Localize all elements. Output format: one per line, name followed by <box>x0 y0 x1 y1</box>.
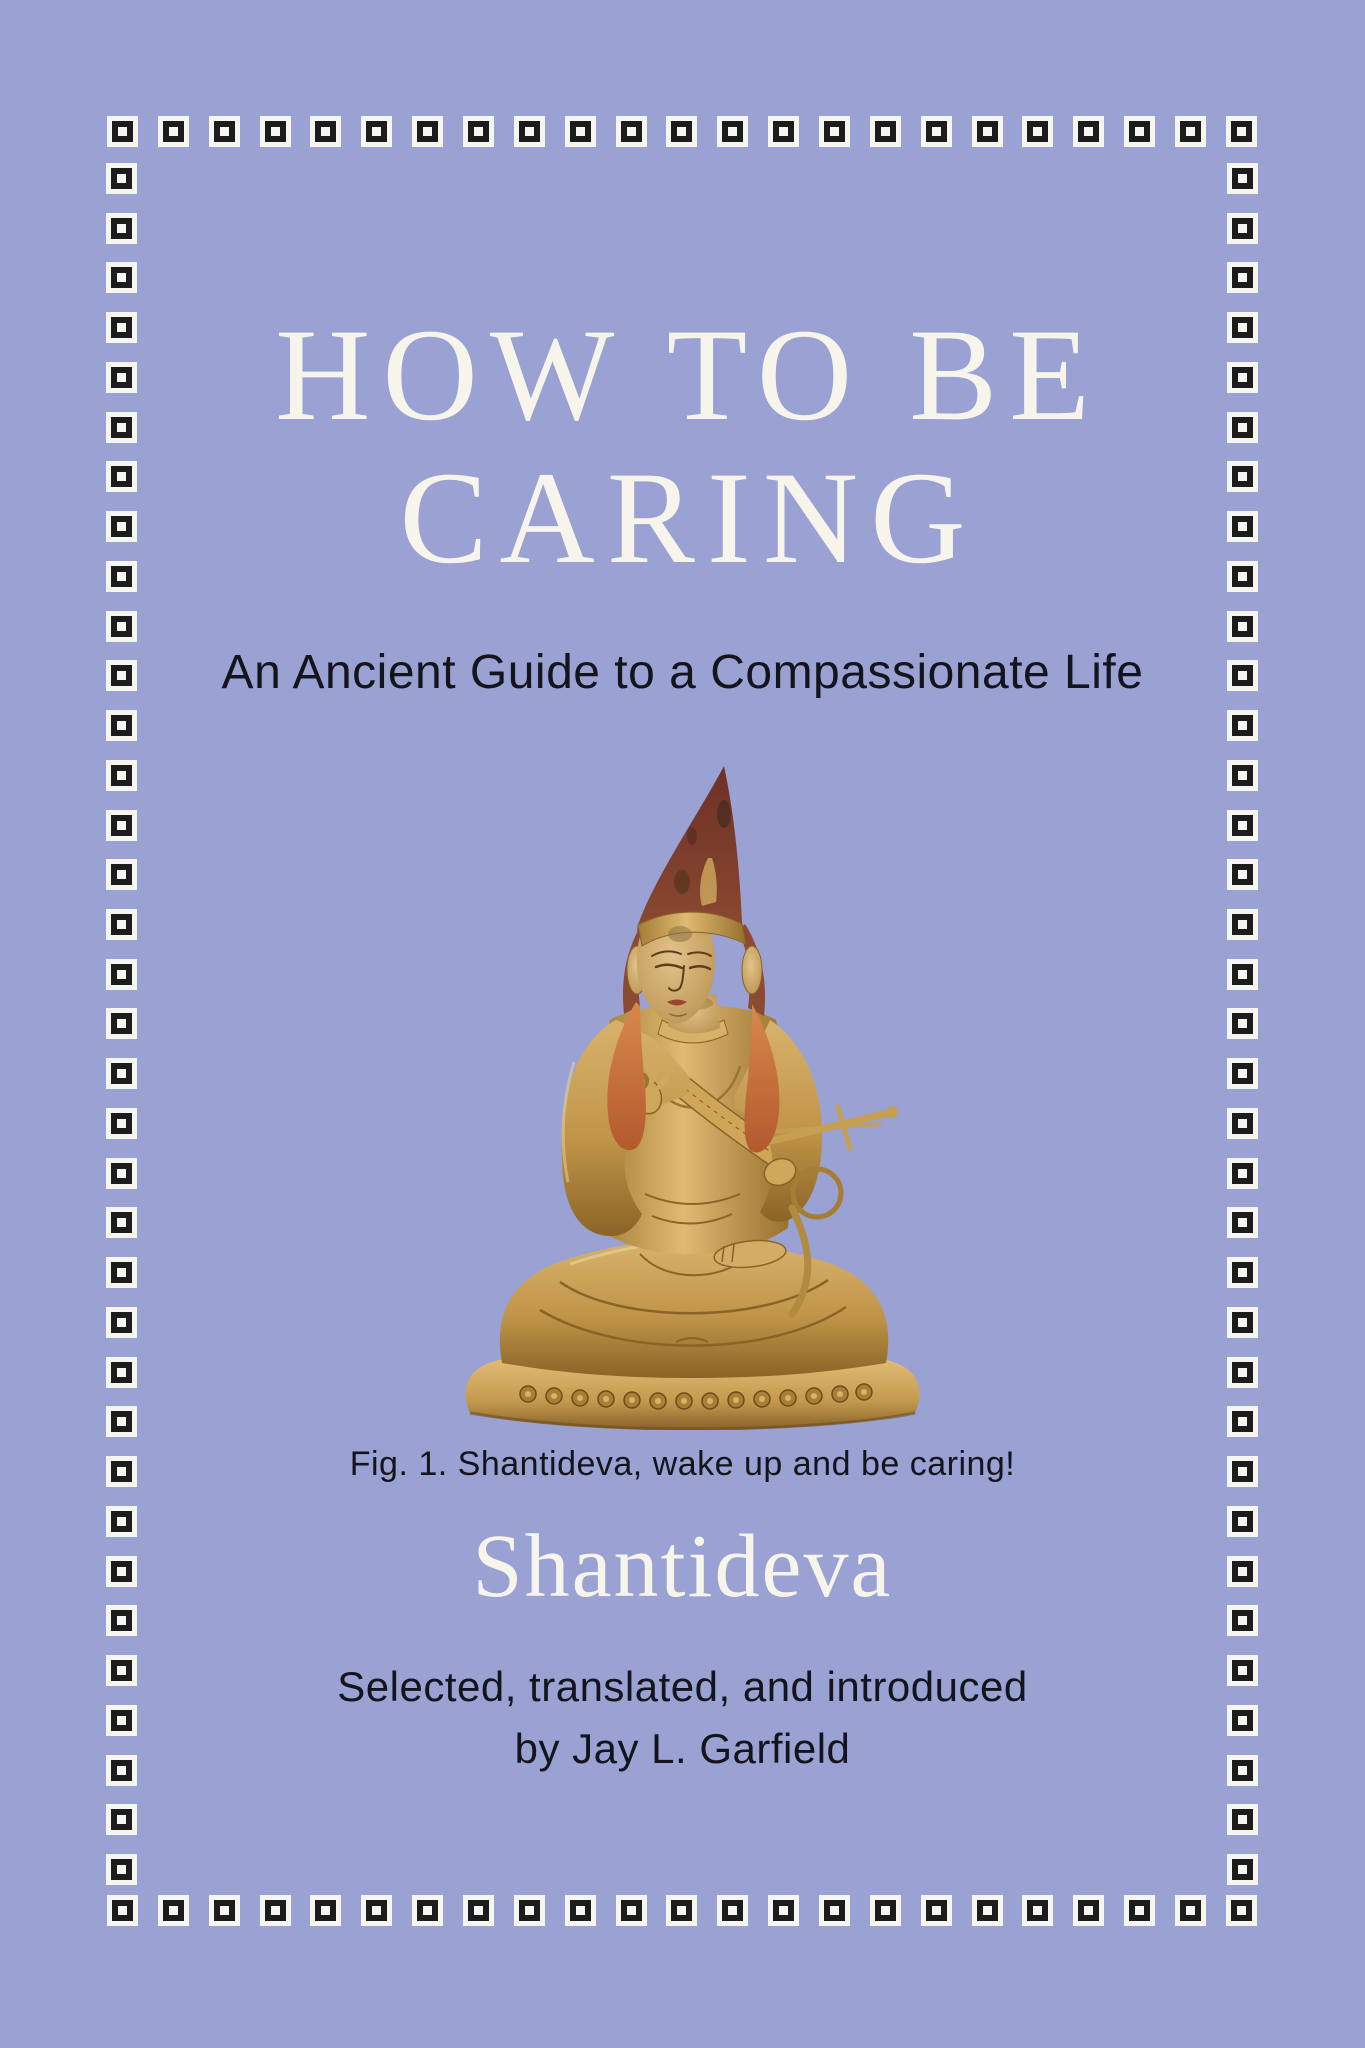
statue-lap <box>500 1240 888 1378</box>
border-ornament <box>926 1900 947 1921</box>
border-ornament <box>111 1113 132 1134</box>
border-ornament <box>1129 1900 1150 1921</box>
border-ornament <box>570 1900 591 1921</box>
border-ornament <box>111 616 132 637</box>
border-ornament <box>671 121 692 142</box>
statue-ear-right <box>742 946 762 994</box>
border-ornament <box>111 1411 132 1432</box>
border-ornament <box>214 121 235 142</box>
border-ornament <box>111 1013 132 1034</box>
border-ornament <box>570 121 591 142</box>
border-ornament <box>773 121 794 142</box>
border-ornament <box>1027 1900 1048 1921</box>
border-ornament <box>1232 1163 1253 1184</box>
border-ornament <box>1232 1063 1253 1084</box>
border-ornament <box>112 121 133 142</box>
border-ornament-row-top <box>112 121 1252 142</box>
border-ornament <box>1232 1312 1253 1333</box>
border-ornament <box>417 121 438 142</box>
border-ornament <box>1232 218 1253 239</box>
border-ornament <box>1078 1900 1099 1921</box>
border-ornament <box>111 168 132 189</box>
border-ornament <box>1232 964 1253 985</box>
figure-caption: Fig. 1. Shantideva, wake up and be caring! <box>349 1445 1016 1483</box>
border-ornament <box>315 1900 336 1921</box>
border-ornament <box>111 1809 132 1830</box>
border-ornament <box>671 1900 692 1921</box>
border-ornament <box>1180 1900 1201 1921</box>
border-ornament <box>875 121 896 142</box>
border-ornament <box>468 1900 489 1921</box>
book-title <box>0 303 1365 589</box>
border-ornament <box>1232 1809 1253 1830</box>
border-ornament-row-bottom <box>112 1900 1252 1921</box>
border-ornament <box>112 1900 133 1921</box>
border-ornament <box>111 964 132 985</box>
border-ornament <box>977 1900 998 1921</box>
border-ornament <box>1078 121 1099 142</box>
border-ornament <box>519 1900 540 1921</box>
border-ornament <box>163 121 184 142</box>
border-ornament <box>111 1262 132 1283</box>
border-ornament <box>722 1900 743 1921</box>
border-ornament <box>468 121 489 142</box>
border-ornament <box>621 121 642 142</box>
border-ornament <box>1232 815 1253 836</box>
border-ornament <box>1232 1212 1253 1233</box>
border-ornament <box>1232 1262 1253 1283</box>
border-ornament <box>1232 616 1253 637</box>
border-ornament <box>824 1900 845 1921</box>
border-ornament <box>111 1063 132 1084</box>
border-ornament <box>875 1900 896 1921</box>
border-ornament <box>1232 1411 1253 1432</box>
border-ornament <box>1232 1362 1253 1383</box>
border-ornament <box>111 218 132 239</box>
border-ornament <box>315 121 336 142</box>
border-ornament <box>1129 121 1150 142</box>
border-ornament <box>1232 1859 1253 1880</box>
border-ornament <box>265 121 286 142</box>
border-ornament <box>1232 914 1253 935</box>
border-ornament <box>163 1900 184 1921</box>
border-ornament <box>265 1900 286 1921</box>
statue-hat <box>637 766 746 946</box>
border-ornament <box>519 121 540 142</box>
border-ornament <box>722 121 743 142</box>
book-title-line1: HOW TO BE <box>275 301 1102 448</box>
border-ornament <box>214 1900 235 1921</box>
border-ornament <box>111 1212 132 1233</box>
border-ornament <box>111 765 132 786</box>
border-ornament <box>366 1900 387 1921</box>
shantideva-statue-photo <box>440 762 945 1430</box>
border-ornament <box>1232 715 1253 736</box>
border-ornament <box>1232 864 1253 885</box>
border-ornament <box>1180 121 1201 142</box>
border-ornament <box>1231 1900 1252 1921</box>
border-ornament <box>1232 168 1253 189</box>
border-ornament <box>824 121 845 142</box>
border-ornament <box>1232 1013 1253 1034</box>
author-name: Shantideva <box>472 1517 893 1616</box>
border-ornament <box>1232 765 1253 786</box>
border-ornament <box>1231 121 1252 142</box>
border-ornament <box>977 121 998 142</box>
border-ornament <box>111 1859 132 1880</box>
border-ornament <box>111 1362 132 1383</box>
translator-credit-line1: Selected, translated, and introduced <box>337 1663 1028 1710</box>
border-ornament <box>111 715 132 736</box>
translator-credit-line2: by Jay L. Garfield <box>514 1725 851 1772</box>
border-ornament <box>926 121 947 142</box>
border-ornament <box>366 121 387 142</box>
book-subtitle: An Ancient Guide to a Compassionate Life <box>221 646 1144 699</box>
border-ornament <box>111 1163 132 1184</box>
translator-credit <box>0 1656 1365 1780</box>
border-ornament <box>621 1900 642 1921</box>
border-ornament <box>111 267 132 288</box>
border-ornament <box>1232 267 1253 288</box>
border-ornament <box>417 1900 438 1921</box>
border-ornament <box>111 864 132 885</box>
border-ornament <box>1027 121 1048 142</box>
border-ornament <box>1232 1113 1253 1134</box>
border-ornament <box>111 914 132 935</box>
border-ornament <box>111 815 132 836</box>
border-ornament <box>773 1900 794 1921</box>
border-ornament <box>111 1312 132 1333</box>
book-title-line2: CARING <box>399 444 978 591</box>
